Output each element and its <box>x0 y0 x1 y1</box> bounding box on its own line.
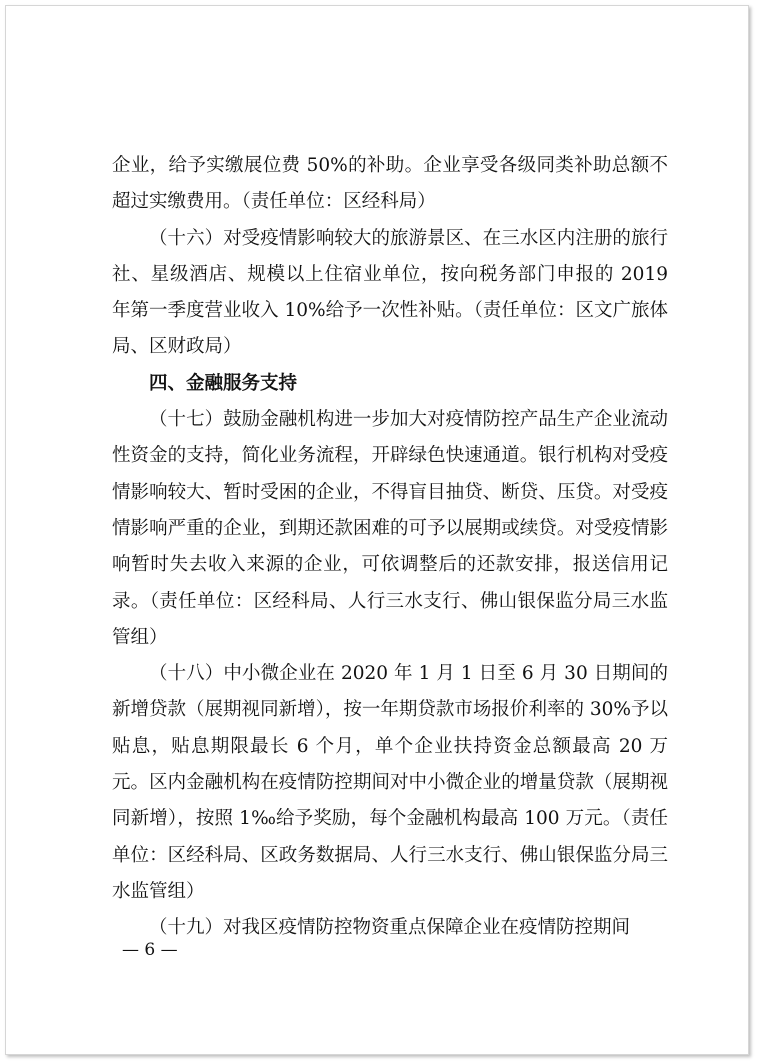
paragraph-item-17: （十七）鼓励金融机构进一步加大对疫情防控产品生产企业流动性资金的支持，简化业务流程，开辟绿色快速通道。银行机构对受疫情影响较大、暂时受困的企业，不得盲目抽贷、断贷、压贷。对受疫情影响严重的企业，到期还款困难的可予以展期或续贷。对受疫情影响暂时失去收入来源的企业，可依调整后的还款安排，报送信用记录。（责任单位：区经科局、人行三水支行、佛山银保监分局三水监管组） <box>112 409 668 648</box>
document-body <box>112 148 668 947</box>
paragraph-item-16: （十六）对受疫情影响较大的旅游景区、在三水区内注册的旅行社、星级酒店、规模以上住宿业单位，按向税务部门申报的 2019 年第一季度营业收入 10%给予一次性补贴。（责任单位：区文广旅体局、区财政局） <box>112 227 668 358</box>
paragraph-item-18: （十八）中小微企业在 2020 年 1 月 1 日至 6 月 30 日期间的新增贷款（展期视同新增），按一年期贷款市场报价利率的 30%予以贴息，贴息期限最长 6 个月，单个企业扶持资金总额最高 20 万元。区内金融机构在疫情防控期间对中小微企业的增量贷款（展期视同新增），按照 1‰给予奖励，每个金融机构最高 100 万元。（责任单位：区经科局、区政务数据局、人行三水支行、佛山银保监分局三水监管组） <box>112 663 668 902</box>
document-page <box>5 5 749 1055</box>
section-heading-financial-support: 四、金融服务支持 <box>149 372 298 394</box>
paragraph-continuation: 企业，给予实缴展位费 50%的补助。企业享受各级同类补助总额不超过实缴费用。（责任单位：区经科局） <box>112 155 668 213</box>
page-number: — 6 — <box>122 940 178 960</box>
paragraph-item-19: （十九）对我区疫情防控物资重点保障企业在疫情防控期间 <box>149 917 631 939</box>
